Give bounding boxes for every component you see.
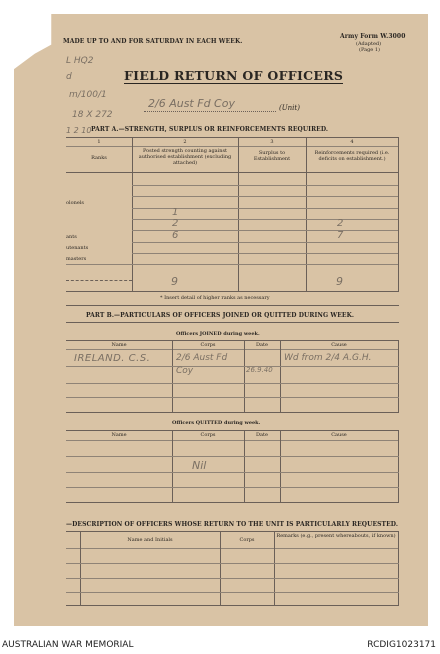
part-a-title: PART A.—STRENGTH, SURPLUS OR REINFORCEMENTS REQUIRED.: [91, 126, 329, 133]
made-up-note: MADE UP TO AND FOR SATURDAY IN EACH WEEK.: [63, 38, 243, 45]
joined-header-cause: Cause: [331, 342, 347, 348]
form-page: (Page 1): [359, 47, 380, 53]
handwritten-ref-4: 18 X 272: [72, 110, 113, 120]
quitted-nil: Nil: [192, 459, 207, 472]
col-header-ranks: Ranks: [91, 155, 107, 161]
handwritten-ref-5: 1 2 10: [66, 126, 92, 135]
rank-label: utenants: [66, 244, 89, 251]
part-c-header-remarks: Remarks (e.g., present whereabouts, if known): [276, 533, 396, 539]
part-c-header-corps: Corps: [239, 537, 255, 543]
part-c-title: —DESCRIPTION OF OFFICERS WHOSE RETURN TO THE UNIT IS PARTICULARLY REQUESTED.: [66, 521, 399, 528]
total-dash: [66, 280, 132, 281]
posted-strength-value: 2: [172, 218, 179, 230]
unit-label: (Unit): [279, 104, 300, 112]
joined-title: Officers JOINED during week.: [176, 331, 260, 337]
col-num-1: 1: [97, 139, 101, 145]
joined-cause: Wd from 2/4 A.G.H.: [284, 353, 372, 363]
joined-name: IRELAND. C.S.: [74, 353, 151, 364]
col-header-posted: Posted strength counting against authorised establishment (excluding attached): [138, 148, 232, 166]
form-adapted: (Adapted): [356, 41, 382, 47]
reinforcements-value: 2: [337, 218, 344, 230]
total-posted: 9: [171, 275, 178, 288]
joined-header-corps: Corps: [200, 342, 216, 348]
archive-footer: [0, 634, 440, 654]
unit-handwritten: 2/6 Aust Fd Coy: [148, 97, 235, 110]
rank-label: olonels: [66, 199, 84, 206]
form-number: Army Form W.3000: [340, 33, 406, 40]
footer-institution: AUSTRALIAN WAR MEMORIAL: [2, 640, 134, 650]
col-num-3: 3: [270, 139, 274, 145]
joined-header-date: Date: [256, 342, 268, 348]
part-a-footnote: * Insert detail of higher ranks as necessary: [160, 295, 270, 301]
part-b-title: PART B.—PARTICULARS OF OFFICERS JOINED OR QUITTED DURING WEEK.: [86, 312, 355, 319]
col-num-4: 4: [350, 139, 354, 145]
part-c-header-name: Name and Initials: [127, 537, 173, 543]
col-header-reinforcements: Reinforcements required (i.e. deficits on establishment.): [314, 150, 390, 162]
footer-record-id: RCDIG1023171: [367, 640, 436, 650]
rank-label: masters: [66, 256, 87, 263]
joined-header-name: Name: [111, 342, 127, 348]
reinforcements-value: 7: [337, 229, 344, 241]
quitted-header-corps: Corps: [200, 432, 216, 438]
unit-line: [144, 111, 276, 112]
quitted-header-date: Date: [256, 432, 268, 438]
quitted-title: Officers QUITTED during week.: [172, 420, 261, 426]
handwritten-ref-1: L HQ2: [66, 56, 94, 66]
rank-label: ants: [66, 233, 77, 240]
handwritten-ref-3: m/100/1: [69, 90, 107, 100]
quitted-header-cause: Cause: [331, 432, 347, 438]
col-num-2: 2: [183, 139, 187, 145]
handwritten-ref-2: d: [66, 72, 72, 82]
joined-corps: 2/6 Aust Fd Coy: [176, 353, 228, 376]
posted-strength-value: 6: [172, 229, 179, 241]
col-header-surplus: Surplus to Establishment: [253, 150, 291, 162]
form-title: FIELD RETURN OF OFFICERS: [124, 68, 344, 83]
joined-date: 26.9.40: [246, 366, 273, 374]
posted-strength-value: 1: [172, 206, 179, 218]
total-reinforcements: 9: [336, 275, 343, 288]
quitted-header-name: Name: [111, 432, 127, 438]
